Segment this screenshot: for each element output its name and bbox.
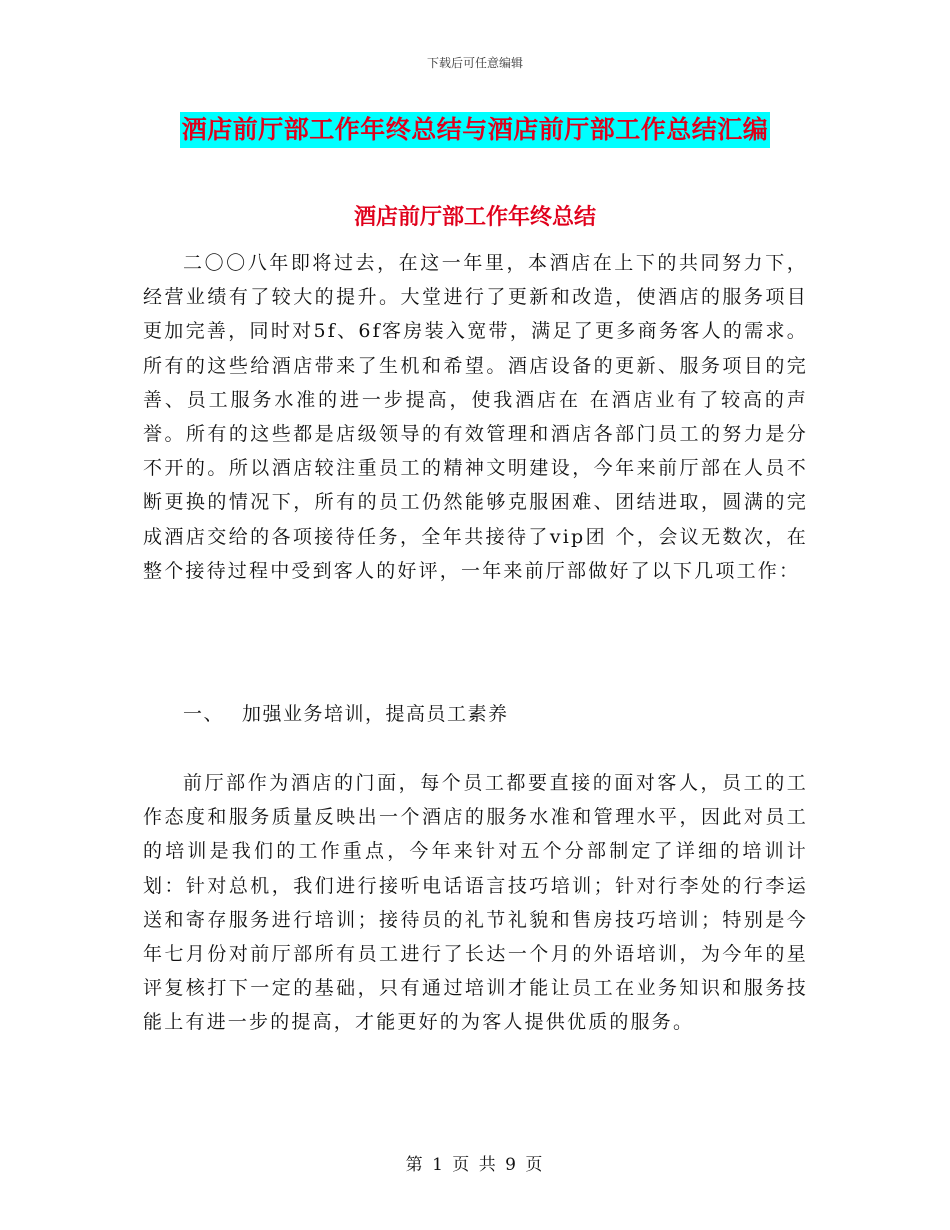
body-paragraph: 前厅部作为酒店的门面，每个员工都要直接的面对客人，员工的工作态度和服务质量反映出一个酒店的服务水准和管理水平，因此对员工的培训是我们的工作重点，今年来针对五个分部制定了详细的培训计划：针对总机，我们进行接听电话语言技巧培训；针对行李处的行李运送和寄存服务进行培训；接待员的礼节礼貌和售房技巧培训；特别是今年七月份对前厅部所有员工进行了长达一个月的外语培训，为今年的星评复核打下一定的基础，只有通过培训才能让员工在业务知识和服务技能上有进一步的提高，才能更好的为客人提供优质的服务。	[143, 772, 808, 1034]
subheading-number: 一、	[183, 703, 225, 725]
document-title-text: 酒店前厅部工作年终总结与酒店前厅部工作总结汇编	[180, 112, 771, 148]
section-title: 酒店前厅部工作年终总结	[353, 204, 596, 230]
document-title	[0, 112, 950, 148]
subheading	[183, 697, 509, 731]
page-footer-indicator: 第 1 页 共 9 页	[405, 1155, 545, 1175]
subheading-text: 加强业务培训，提高员工素养	[242, 703, 509, 725]
body-paragraph: 二〇〇八年即将过去，在这一年里，本酒店在上下的共同努力下，经营业绩有了较大的提升。大堂进行了更新和改造，使酒店的服务项目更加完善，同时对5f、6f客房装入宽带，满足了更多商务客人的需求。所有的这些给酒店带来了生机和希望。酒店设备的更新、服务项目的完善、员工服务水准的进一步提高，使我酒店在 在酒店业有了较高的声誉。所有的这些都是店级领导的有效管理和酒店各部门员工的努力是分不开的。所以酒店较注重员工的精神文明建设，今年来前厅部在人员不断更换的情况下，所有的员工仍然能够克服困难、团结进取，圆满的完成酒店交给的各项接待任务，全年共接待了vip团 个，会议无数次，在整个接待过程中受到客人的好评，一年来前厅部做好了以下几项工作：	[143, 252, 808, 582]
page-header-note: 下载后可任意编辑	[426, 56, 523, 70]
